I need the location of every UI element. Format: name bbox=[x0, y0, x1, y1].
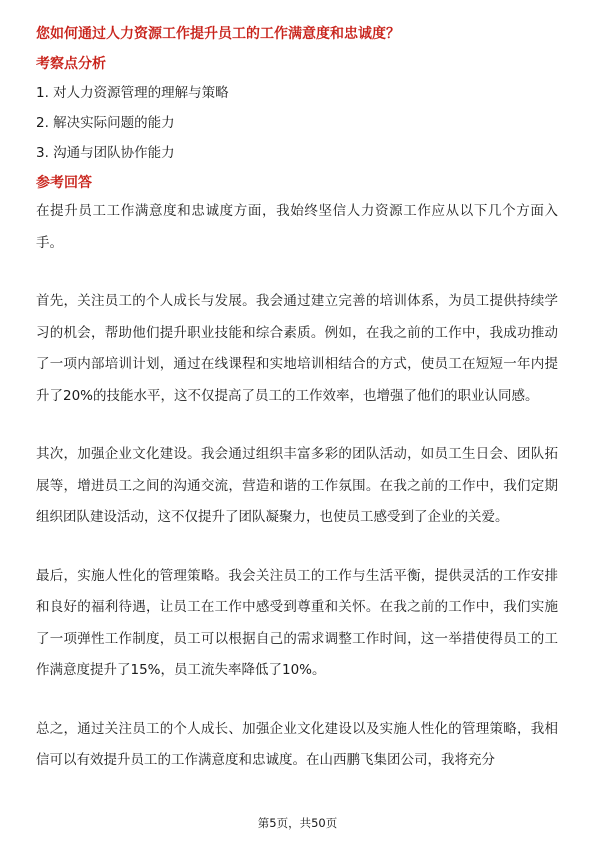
answer-paragraph-second: 其次，加强企业文化建设。我会通过组织丰富多彩的团队活动，如员工生日会、团队拓展等，增进员工之间的沟通交流，营造和谐的工作氛围。在我之前的工作中，我们定期组织团队建设活动，这不仅提升了团队凝聚力，也使员工感受到了企业的关爱。 bbox=[36, 446, 558, 525]
analysis-point: 2. 解决实际问题的能力 bbox=[36, 115, 175, 131]
analysis-points-list bbox=[36, 78, 556, 168]
page-number-footer: 第5页，共50页 bbox=[257, 816, 338, 830]
answer-paragraph-first: 首先，关注员工的个人成长与发展。我会通过建立完善的培训体系，为员工提供持续学习的机会，帮助他们提升职业技能和综合素质。例如，在我之前的工作中，我成功推动了一项内部培训计划，通过在线课程和实地培训相结合的方式，使员工在短短一年内提升了20%的技能水平，这不仅提高了员工的工作效率，也增强了他们的职业认同感。 bbox=[36, 293, 558, 404]
analysis-point: 3. 沟通与团队协作能力 bbox=[36, 145, 175, 161]
answer-paragraph-last: 最后，实施人性化的管理策略。我会关注员工的工作与生活平衡，提供灵活的工作安排和良好的福利待遇，让员工在工作中感受到尊重和关怀。在我之前的工作中，我们实施了一项弹性工作制度，员工可以根据自己的需求调整工作时间，这一举措使得员工的工作满意度提升了15%，员工流失率降低了10%。 bbox=[36, 567, 558, 678]
answer-paragraph-intro: 在提升员工工作满意度和忠诚度方面，我始终坚信人力资源工作应从以下几个方面入手。 bbox=[36, 203, 558, 251]
answer-paragraph-summary: 总之，通过关注员工的个人成长、加强企业文化建设以及实施人性化的管理策略，我相信可以有效提升员工的工作满意度和忠诚度。在山西鹏飞集团公司，我将充分 bbox=[36, 720, 558, 768]
answer-section-title: 参考回答 bbox=[36, 175, 92, 191]
answer-body bbox=[36, 196, 558, 804]
analysis-section-title: 考察点分析 bbox=[36, 56, 106, 72]
question-heading: 您如何通过人力资源工作提升员工的工作满意度和忠诚度？ bbox=[36, 26, 400, 42]
analysis-point: 1. 对人力资源管理的理解与策略 bbox=[36, 85, 229, 101]
